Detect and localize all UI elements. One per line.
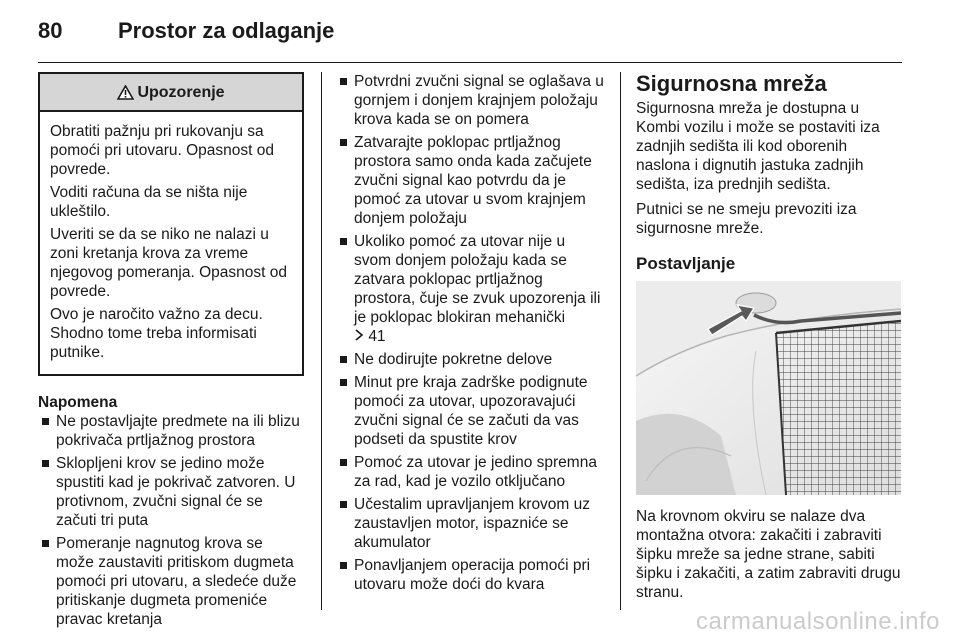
column-divider bbox=[321, 72, 322, 610]
list-item: Ponavljanjem operacija pomoći pri utovaru može doći do kvara bbox=[336, 556, 606, 594]
page-title: Prostor za odlaganje bbox=[118, 18, 335, 43]
passenger-warning-paragraph: Putnici se ne smeju prevoziti iza sigurnosne mreže. bbox=[636, 201, 857, 237]
warning-title: Upozorenje bbox=[137, 83, 225, 101]
list-item: Sklopljeni krov se jedino može spustiti kad je pokrivač zatvoren. U protivnom, zvučni signal će se začuti tri puta bbox=[38, 454, 304, 530]
section-heading: Sigurnosna mreža bbox=[636, 71, 827, 96]
page-number: 80 bbox=[38, 18, 63, 43]
page-ref-arrow-icon bbox=[354, 329, 364, 341]
subsection-heading: Postavljanje bbox=[636, 254, 736, 273]
note-list bbox=[38, 412, 304, 629]
warning-paragraph: Obratiti pažnju pri rukovanju sa pomoći pri utovaru. Opasnost od povrede. bbox=[50, 123, 275, 178]
header-rule bbox=[38, 62, 902, 63]
list-item: Pomeranje nagnutog krova se može zaustaviti pritiskom dugmeta pomoći pri utovaru, a sledeće duže pritiskanje dugmeta promeniće pravac kretanja bbox=[38, 534, 304, 629]
column-divider bbox=[620, 72, 621, 610]
page-ref-number[interactable]: 41 bbox=[368, 328, 386, 345]
warning-triangle-icon bbox=[117, 85, 134, 100]
right-column bbox=[636, 72, 904, 608]
warning-paragraph: Ovo je naročito važno za decu. Shodno tome treba informisati putnike. bbox=[50, 306, 263, 361]
list-item-text: Ukoliko pomoć za utovar nije u svom donjem položaju kada se zatvara poklopac prtljažnog prostora, čuje se zvuk upozorenja ili je poklopac blokiran mehanički bbox=[354, 233, 601, 326]
list-item: Pomoć za utovar je jedino spremna za rad, kad je vozilo otključano bbox=[336, 453, 606, 491]
warning-body bbox=[40, 112, 302, 374]
list-item: Ne postavljajte predmete na ili blizu pokrivača prtljažnog prostora bbox=[38, 412, 304, 450]
warning-paragraph: Voditi računa da se ništa nije ukleštilo. bbox=[50, 184, 248, 220]
warning-header bbox=[40, 74, 302, 112]
warning-box bbox=[38, 72, 304, 376]
page-header bbox=[38, 14, 918, 50]
warning-paragraph: Uveriti se da se niko ne nalazi u zoni kretanja krova za vreme njegovog pomeranja. Opasnost od povrede. bbox=[50, 226, 287, 300]
installation-paragraph: Na krovnom okviru se nalaze dva montažna otvora: zakačiti i zabraviti šipku mreže sa jedne strane, sabiti šipku i zakačiti, a zatim zabraviti drugu stranu. bbox=[636, 508, 901, 601]
middle-list bbox=[336, 72, 606, 594]
list-item: Minut pre kraja zadrške podignute pomoći za utovar, upozoravajući zvučni signal će se začuti da vas podseti da spustite krov bbox=[336, 373, 606, 449]
intro-paragraph: Sigurnosna mreža je dostupna u Kombi vozilu i može se postaviti iza zadnjih sedišta ili kod oborenih naslona i dignutih jastuka zadnjih sedišta, iza prednjih sedišta. bbox=[636, 100, 880, 193]
watermark: carmanualsonline.info bbox=[696, 608, 940, 635]
list-item: Ne dodirujte pokretne delove bbox=[336, 350, 606, 369]
list-item bbox=[336, 232, 606, 346]
list-item: Učestalim upravljanjem krovom uz zaustavljen motor, ispazniće se akumulator bbox=[336, 495, 606, 552]
left-column bbox=[38, 72, 304, 633]
note-title: Napomena bbox=[38, 394, 118, 411]
list-item: Potvrdni zvučni signal se oglašava u gornjem i donjem krajnjem položaju krova kada se on pomera bbox=[336, 72, 606, 129]
middle-column bbox=[336, 72, 606, 598]
list-item: Zatvarajte poklopac prtljažnog prostora samo onda kada začujete zvučni signal kao potvrdu da je pomoć za utovar u svom krajnjem donjem položaju bbox=[336, 133, 606, 228]
safety-net-illustration bbox=[636, 281, 901, 495]
